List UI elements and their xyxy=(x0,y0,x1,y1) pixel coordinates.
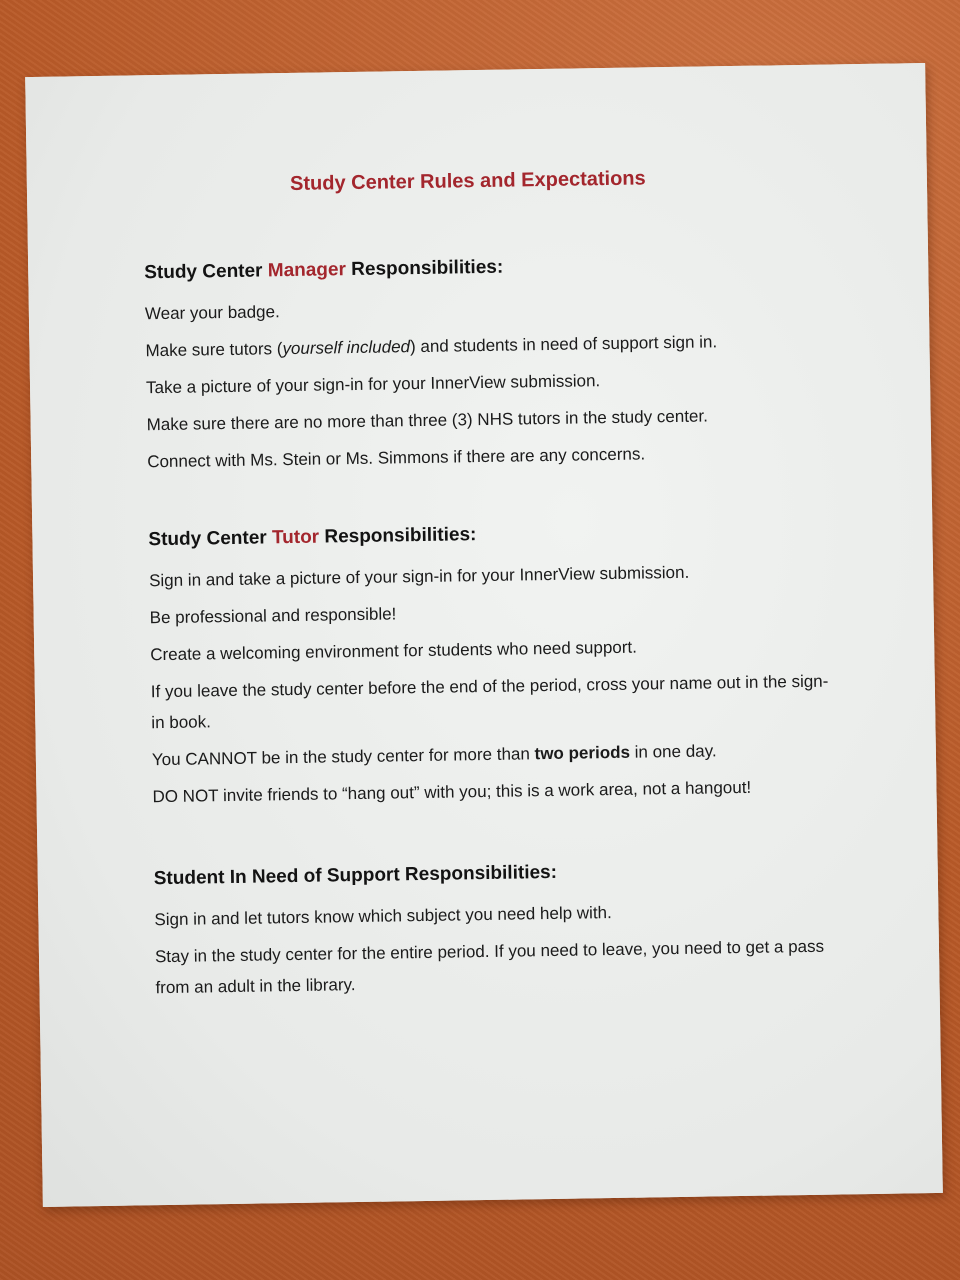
document-content xyxy=(143,164,857,1055)
tutor-item-no-friends: DO NOT invite friends to “hang out” with you; this is a work area, not a hangout! xyxy=(152,777,752,807)
paper-sheet xyxy=(25,63,943,1207)
tutor-item-professional: Be professional and responsible! xyxy=(149,604,397,628)
manager-heading-accent: Manager xyxy=(267,259,347,282)
tutor-heading-accent: Tutor xyxy=(271,526,320,549)
manager-item-tutor-limit: Make sure there are no more than three (3) NHS tutors in the study center. xyxy=(146,406,709,435)
manager-heading-prefix: Study Center xyxy=(144,260,268,284)
manager-item-concerns: Connect with Ms. Stein or Ms. Simmons if there are any concerns. xyxy=(147,444,646,472)
student-section xyxy=(154,857,856,1003)
tutor-periods-before: You CANNOT be in the study center for more than xyxy=(151,744,535,770)
student-item-stay: Stay in the study center for the entire period. If you need to leave, you need to get a pass from an adult in the library. xyxy=(154,936,825,998)
student-item-sign-in: Sign in and let tutors know which subject you need help with. xyxy=(154,903,612,930)
manager-item-picture: Take a picture of your sign-in for your InnerView submission. xyxy=(145,371,601,398)
tutor-periods-bold: two periods xyxy=(534,742,631,764)
student-heading: Student In Need of Support Responsibilities: xyxy=(153,861,558,890)
manager-heading xyxy=(144,251,844,284)
manager-heading-suffix: Responsibilities: xyxy=(345,256,504,281)
manager-sign-in-after: ) and students in need of support sign in. xyxy=(409,332,718,357)
manager-section xyxy=(144,251,847,477)
document-title: Study Center Rules and Expectations xyxy=(289,167,646,195)
tutor-section xyxy=(148,518,852,812)
manager-item-sign-in xyxy=(145,324,845,366)
manager-item-badge: Wear your badge. xyxy=(144,302,280,324)
tutor-item-two-periods xyxy=(152,733,852,775)
tutor-heading xyxy=(148,518,848,551)
manager-sign-in-before: Make sure tutors ( xyxy=(145,339,283,361)
tutor-heading-prefix: Study Center xyxy=(148,527,273,551)
manager-sign-in-italic: yourself included xyxy=(282,337,411,359)
tutor-item-welcoming: Create a welcoming environment for students who need support. xyxy=(150,637,638,665)
tutor-item-sign-in: Sign in and take a picture of your sign-in for your InnerView submission. xyxy=(148,562,690,591)
tutor-periods-after: in one day. xyxy=(629,741,717,762)
tutor-item-leave-early: If you leave the study center before the end of the period, cross your name out in the sign-in book. xyxy=(150,671,829,733)
tutor-heading-suffix: Responsibilities: xyxy=(318,524,477,548)
